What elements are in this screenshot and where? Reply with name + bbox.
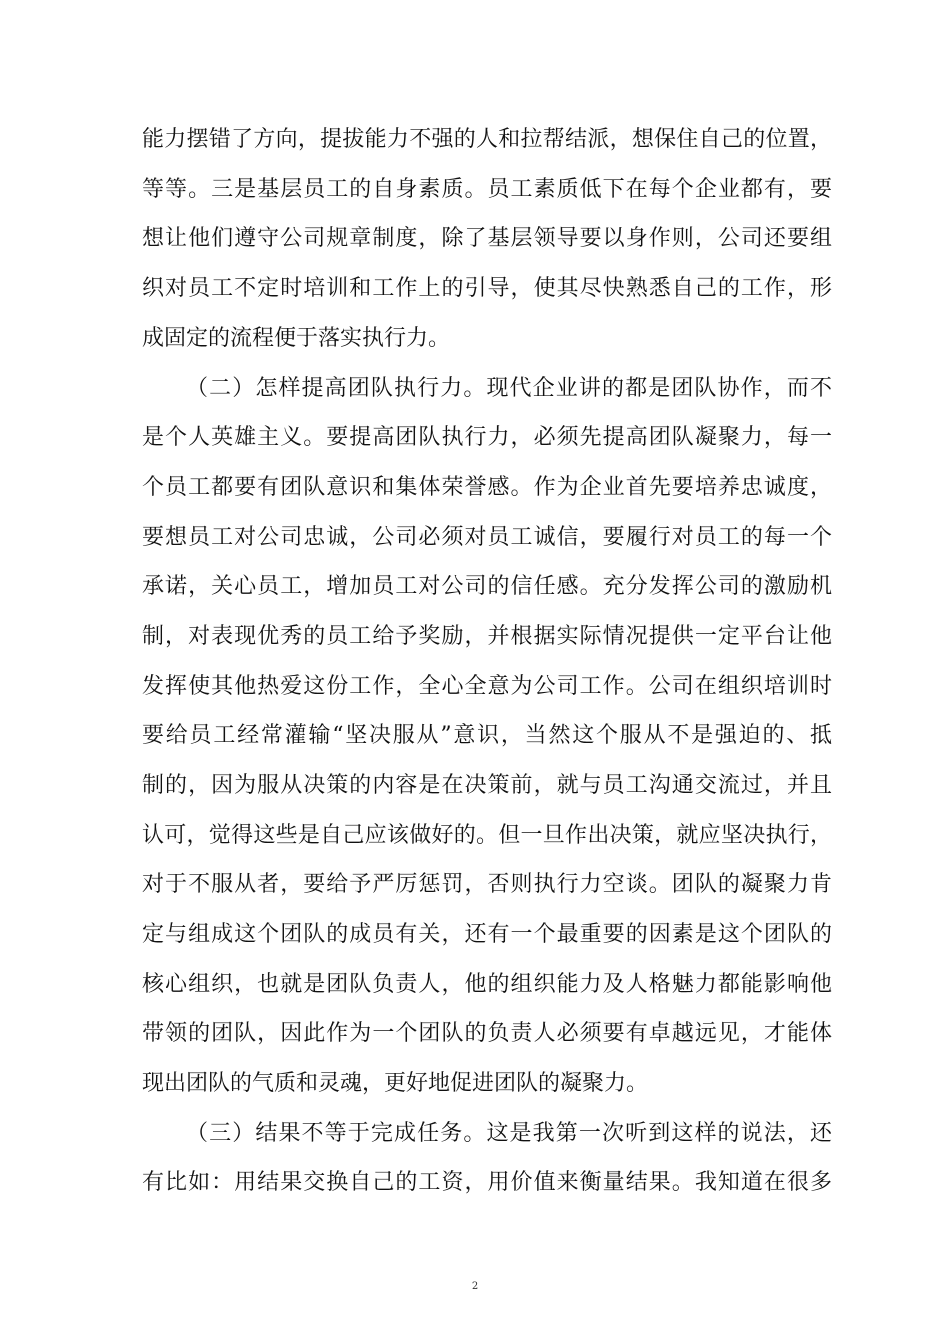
text-line: 能力摆错了方向，提拔能力不强的人和拉帮结派，想保住自己的位置， (142, 127, 832, 152)
text-line: 制，对表现优秀的员工给予奖励，并根据实际情况提供一定平台让他 (142, 624, 832, 649)
text-line: 核心组织，也就是团队负责人，他的组织能力及人格魅力都能影响他 (142, 972, 832, 997)
paragraph-start-line: （二）怎样提高团队执行力。现代企业讲的都是团队协作，而不 (186, 376, 832, 401)
text-line: 有比如：用结果交换自己的工资，用价值来衡量结果。我知道在很多 (142, 1170, 832, 1195)
text-line: 是个人英雄主义。要提高团队执行力，必须先提高团队凝聚力，每一 (142, 425, 832, 450)
text-line: 对于不服从者，要给予严厉惩罚，否则执行力空谈。团队的凝聚力肯 (142, 872, 832, 897)
paragraph-start-line: （三）结果不等于完成任务。这是我第一次听到这样的说法，还 (186, 1121, 832, 1146)
text-line: 成固定的流程便于落实执行力。 (142, 326, 451, 351)
text-line: 个员工都要有团队意识和集体荣誉感。作为企业首先要培养忠诚度， (142, 475, 832, 500)
text-line: 想让他们遵守公司规章制度，除了基层领导要以身作则，公司还要组 (142, 226, 832, 251)
text-line: 认可，觉得这些是自己应该做好的。但一旦作出决策，就应坚决执行， (142, 823, 832, 848)
text-line: 要想员工对公司忠诚，公司必须对员工诚信，要履行对员工的每一个 (142, 525, 832, 550)
text-line: 等等。三是基层员工的自身素质。员工素质低下在每个企业都有，要 (142, 177, 832, 202)
text-line: 织对员工不定时培训和工作上的引导，使其尽快熟悉自己的工作，形 (142, 276, 832, 301)
text-line: 定与组成这个团队的成员有关，还有一个最重要的因素是这个团队的 (142, 922, 832, 947)
page-number: 2 (471, 1281, 479, 1292)
text-line: 要给员工经常灌输“坚决服从”意识，当然这个服从不是强迫的、抵 (142, 723, 832, 748)
text-line: 带领的团队，因此作为一个团队的负责人必须要有卓越远见，才能体 (142, 1021, 832, 1046)
text-line: 承诺，关心员工，增加员工对公司的信任感。充分发挥公司的激励机 (142, 574, 832, 599)
text-line: 现出团队的气质和灵魂，更好地促进团队的凝聚力。 (142, 1071, 649, 1096)
text-line: 制的，因为服从决策的内容是在决策前，就与员工沟通交流过，并且 (142, 773, 832, 798)
text-line: 发挥使其他热爱这份工作，全心全意为公司工作。公司在组织培训时 (142, 674, 832, 699)
